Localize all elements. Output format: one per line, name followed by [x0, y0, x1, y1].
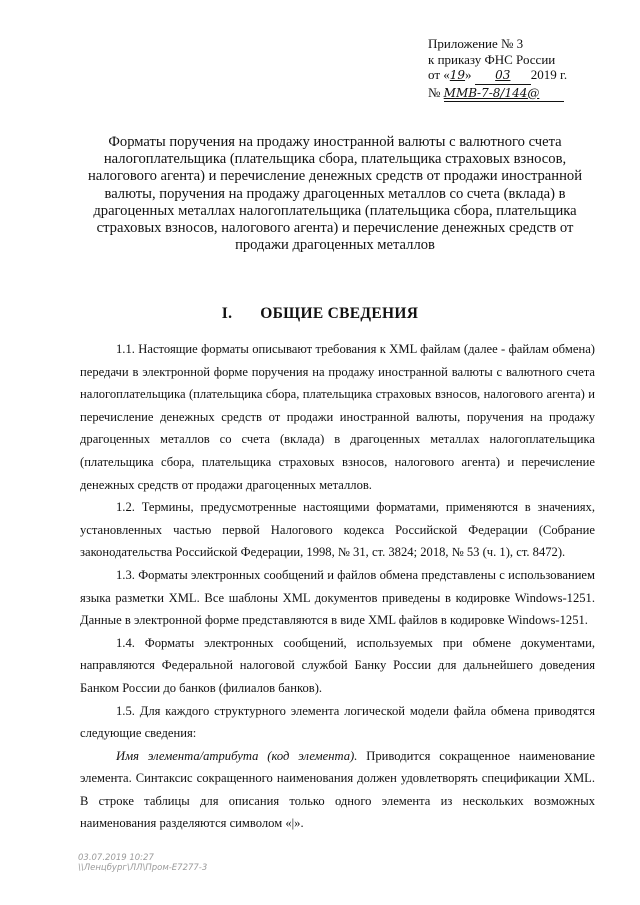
paragraph-1-4: 1.4. Форматы электронных сообщений, используемых при обмене документами, направляются Федеральной налоговой службой Банку России для дальнейшего доведения Банком России до банков (филиалов банков). [80, 635, 595, 695]
appendix-block [428, 36, 618, 102]
section-number: I. [221, 305, 233, 322]
section-heading [0, 305, 640, 323]
section-title: ОБЩИЕ СВЕДЕНИЯ [260, 305, 419, 322]
paragraph-1-3: 1.3. Форматы электронных сообщений и файлов обмена представлены с использованием языка разметки XML. Все шаблоны XML документов приведены в кодировке Windows-1251. Данные в электронной форме представляются в виде XML файлов в кодировке Windows-1251. [80, 567, 595, 628]
appendix-order-ref: к приказу ФНС России [428, 51, 556, 67]
paragraph-1-1: 1.1. Настоящие форматы описывают требования к XML файлам (далее - файлам обмена) передачи в электронной форме поручения на продажу иностранной валюты с валютного счета налогоплательщика (плательщика сбора, плательщика страховых взносов, налогового агента) и перечисление денежных средств от продажи иностранной валюты, поручения на продажу драгоценных металлов со счета (вклада) в драгоценных металлах налогоплательщика (плательщика сбора, плательщика страховых взносов, налогового агента) и перечисление денежных средств от продажи драгоценных металлов. [80, 342, 595, 492]
document-title: Форматы поручения на продажу иностранной валюты с валютного счета налогоплательщика (плательщика сбора, плательщика страховых взносов, налогового агента) и перечисление денежных средств от продажи иностранной валюты, поручения на продажу драгоценных металлов со счета (вклада) в драгоценных металлах налогоплательщика (плательщика сбора, плательщика страховых взносов, налогового агента) и перечисление денежных средств от продажи драгоценных металлов [87, 134, 583, 254]
document-body [80, 338, 595, 835]
footer-timestamp: 03.07.2019 10:27 [78, 853, 154, 863]
handwritten-order-number: ММВ-7-8/144@ [443, 85, 540, 100]
appendix-year: 2019 г. [530, 67, 568, 82]
handwritten-month: 03 [495, 68, 511, 82]
paragraph-element-name: Имя элемента/атрибута (код элемента). Приводится сокращенное наименование элемента. Синтаксис сокращенного наименования должен удовлетворять спецификации XML. В строке таблицы для описания только одного элемента из нескольких возможных наименования разделяются символом «|». [80, 748, 595, 831]
footer-path: \\Ленцбург\ЛЛ\Пром-E7277-3 [78, 863, 208, 873]
handwritten-day: 19 [449, 68, 466, 82]
paragraph-1-2: 1.2. Термины, предусмотренные настоящими форматами, применяются в значениях, установленных частью первой Налогового кодекса Российской Федерации (Собрание законодательства Российской Федерации, 1998, № 31, ст. 3824; 2018, № 53 (ч. 1), ст. 8472). [80, 500, 595, 560]
appendix-number: № ММВ-7-8/144@ [428, 85, 618, 103]
paragraph-1-5: 1.5. Для каждого структурного элемента логической модели файла обмена приводятся следующие сведения: [80, 703, 595, 741]
appendix-date: от «19» 03 2019 г. [428, 67, 618, 85]
appendix-label: Приложение № 3 [428, 36, 524, 51]
footer-stamp [78, 853, 207, 873]
term-element-name: Имя элемента/атрибута (код элемента). [116, 748, 358, 763]
